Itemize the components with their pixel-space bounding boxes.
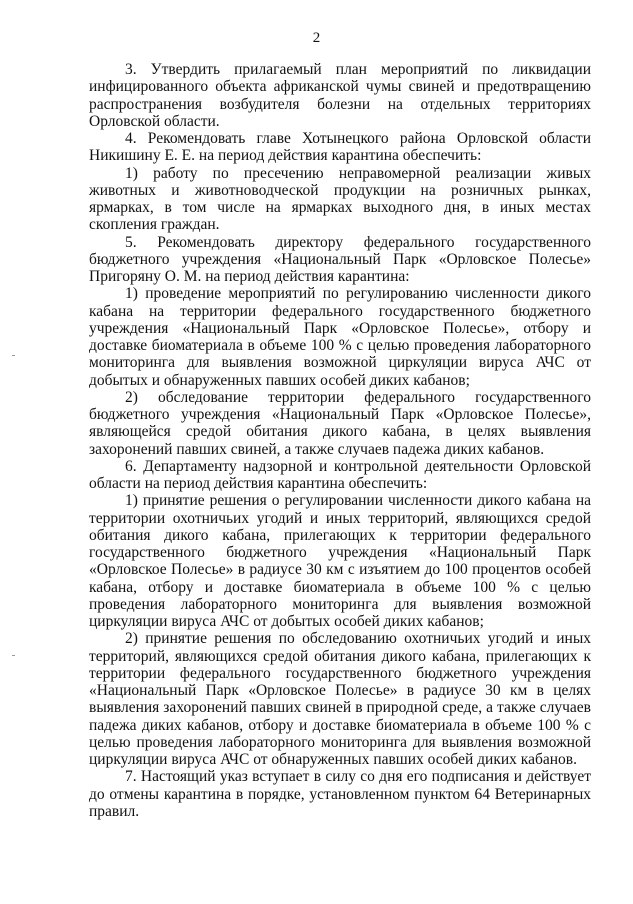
paragraph-item-5: 5. Рекомендовать директору федерального государственного бюджетного учреждения «Национальный Парк «Орловское Полесье» Пригоряну О. М. на период действия карантина: — [89, 233, 591, 285]
paragraph-item-5-2: 2) обследование территории федерального государственного бюджетного учреждения «Национальный Парк «Орловское Полесье», являющейся средой обитания дикого кабана, в целях выявления захоронений павших свиней, а также случаев падежа диких кабанов. — [89, 388, 591, 458]
page-number: 2 — [312, 30, 321, 46]
margin-scan-mark — [12, 655, 15, 656]
paragraph-item-6: 6. Департаменту надзорной и контрольной деятельности Орловской области на период действия карантина обеспечить: — [89, 457, 591, 492]
margin-scan-mark — [12, 355, 15, 356]
paragraph-item-5-1: 1) проведение мероприятий по регулированию численности дикого кабана на территории федерального государственного бюджетного учреждения «Национальный Парк «Орловское Полесье», отбору и доставке биоматериала в объеме 100 % с целью проведения лабораторного мониторинга для выявления возможной циркуляции вируса АЧС от добытых и обнаруженных павших особей диких кабанов; — [89, 285, 591, 389]
paragraph-item-4-1: 1) работу по пресечению неправомерной реализации живых животных и животноводческой продукции на розничных рынках, ярмарках, в том числе на ярмарках выходного дня, в иных местах скопления граждан. — [89, 164, 591, 234]
paragraph-item-6-2: 2) принятие решения по обследованию охотничьих угодий и иных территорий, являющихся средой обитания дикого кабана, прилегающих к территории федерального государственного бюджетного учреждения «Национальный Парк «Орловское Полесье» в радиусе 30 км в целях выявления захоронений павших свиней в природной среде, а также случаев падежа диких кабанов, отбору и доставке биоматериала в объеме 100 % с целью проведения лабораторного мониторинга для выявления возможной циркуляции вируса АЧС от обнаруженных павших особей диких кабанов. — [89, 630, 591, 768]
paragraph-item-6-1: 1) принятие решения о регулировании численности дикого кабана на территории охотничьих угодий и иных территорий, являющихся средой обитания дикого кабана, прилегающих к территории федерального государственного бюджетного учреждения «Национальный Парк «Орловское Полесье» в радиусе 30 км с изъятием до 100 процентов особей кабана, отбору и доставке биоматериала в объеме 100 % с целью проведения лабораторного мониторинга для выявления возможной циркуляции вируса АЧС от добытых особей диких кабанов; — [89, 492, 591, 630]
paragraph-item-7: 7. Настоящий указ вступает в силу со дня его подписания и действует до отмены карантина в порядке, установленном пунктом 64 Ветеринарных правил. — [89, 768, 591, 820]
document-body — [89, 61, 591, 820]
paragraph-item-3: 3. Утвердить прилагаемый план мероприятий по ликвидации инфицированного объекта африканской чумы свиней и предотвращению распространения возбудителя болезни на отдельных территориях Орловской области. — [89, 61, 591, 130]
paragraph-item-4: 4. Рекомендовать главе Хотынецкого района Орловской области Никишину Е. Е. на период действия карантина обеспечить: — [89, 130, 591, 165]
